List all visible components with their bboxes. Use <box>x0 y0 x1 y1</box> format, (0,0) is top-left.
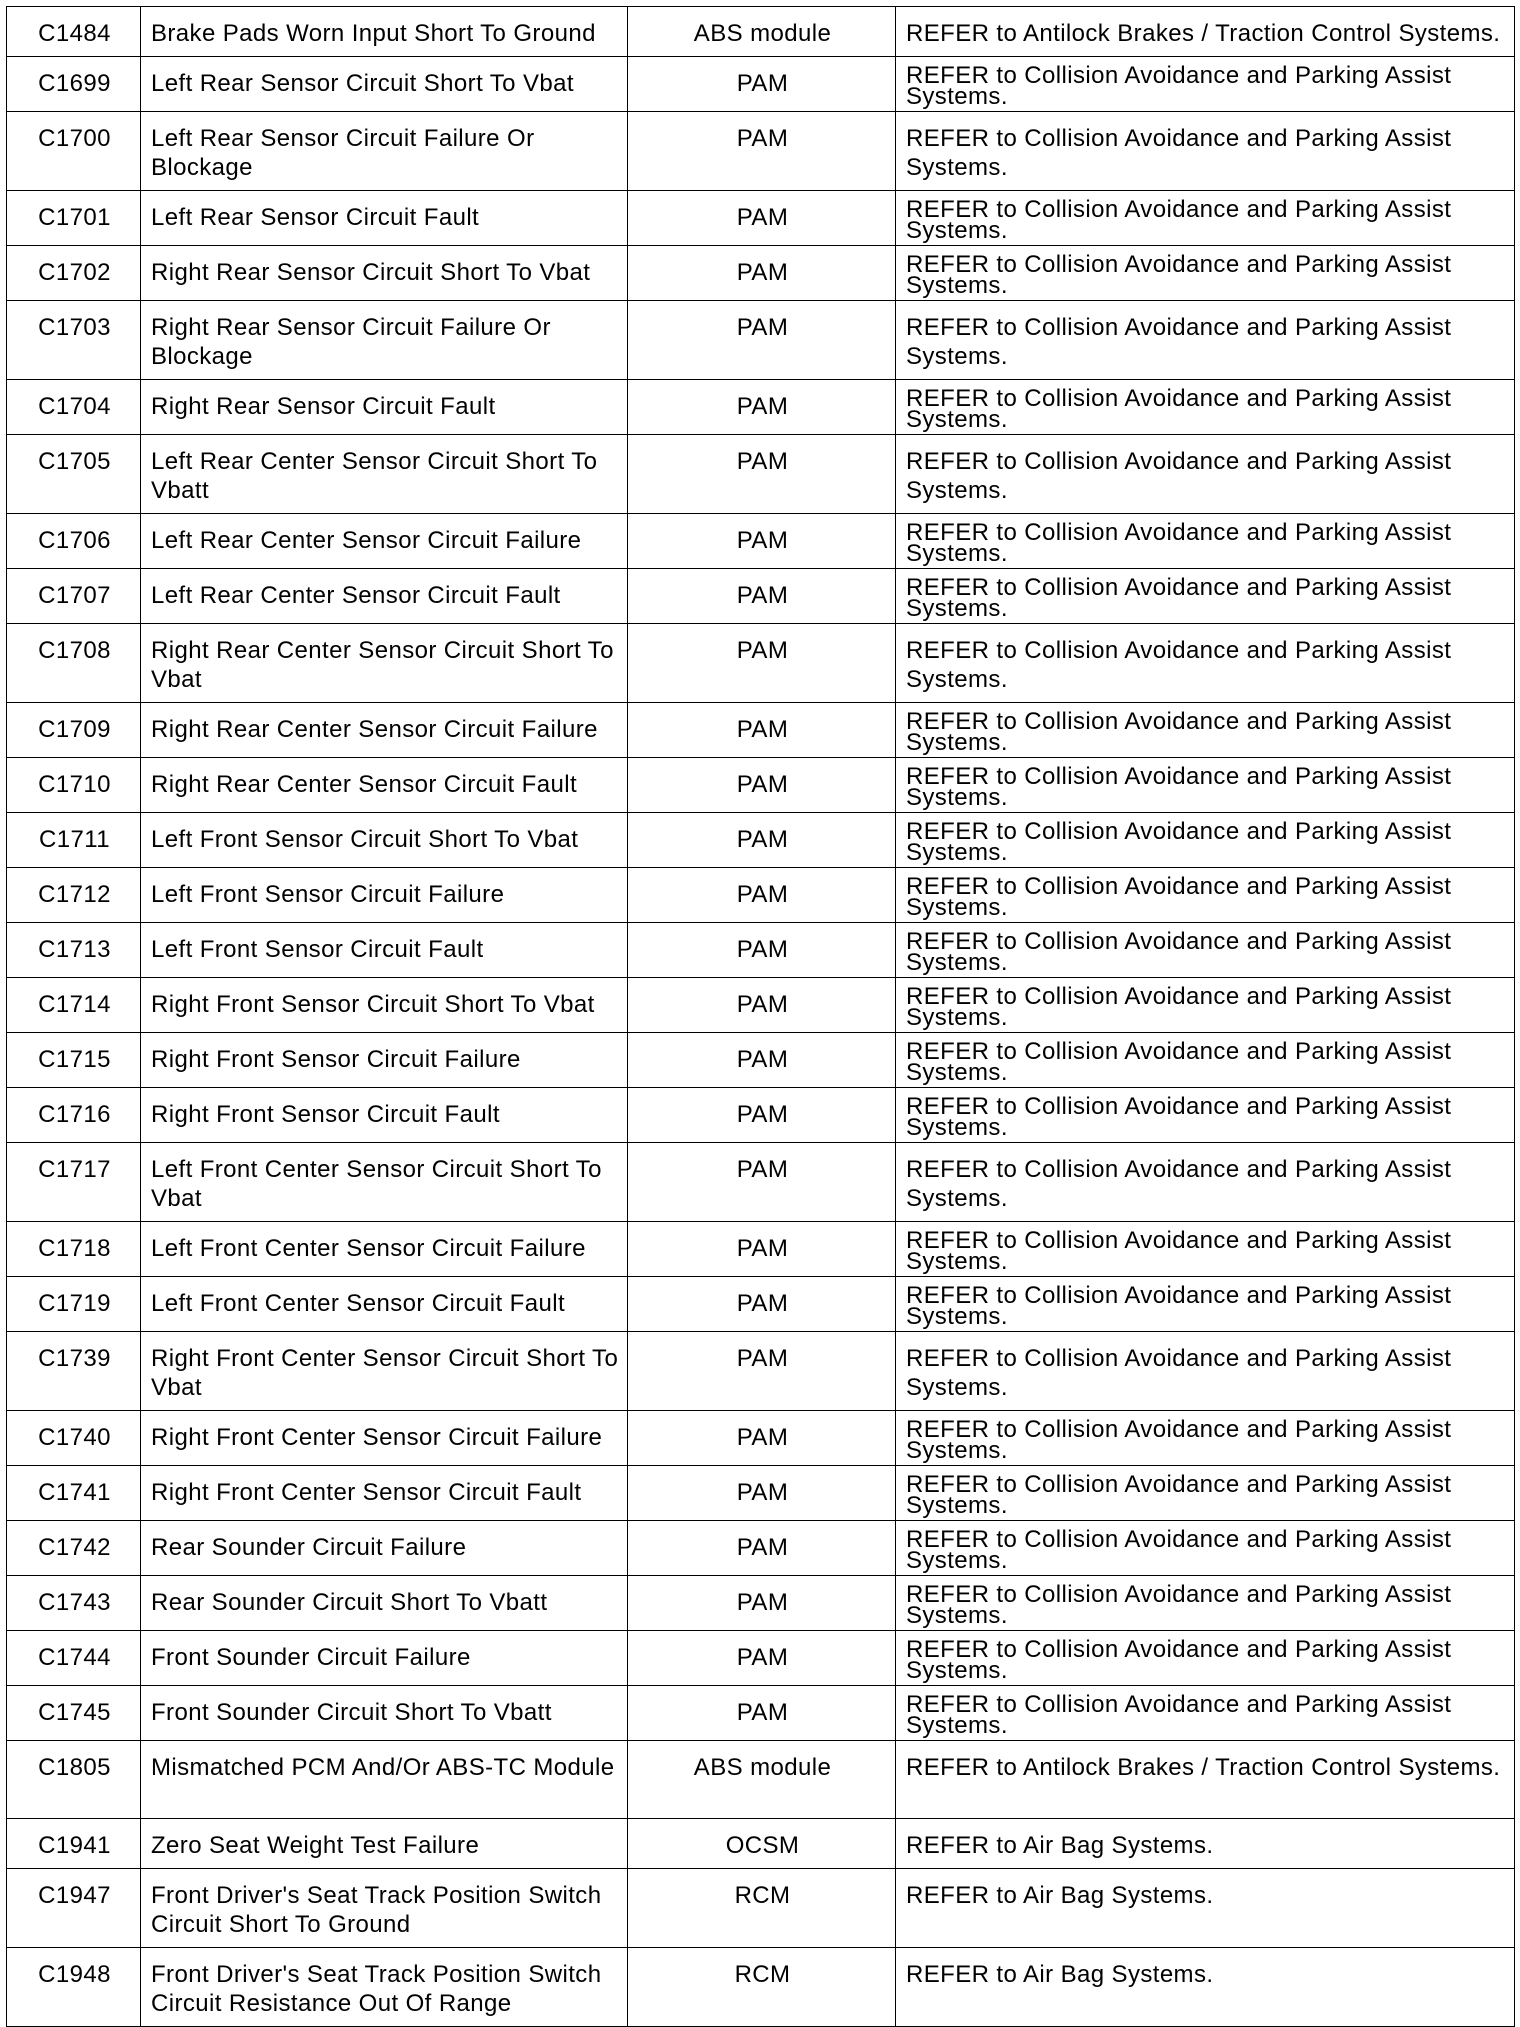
action-cell: REFER to Antilock Brakes / Traction Control Systems. <box>896 1741 1515 1819</box>
table-row <box>7 758 1515 813</box>
dtc-table-page <box>6 6 1514 2027</box>
module-cell: PAM <box>628 514 896 569</box>
description-cell: Left Front Center Sensor Circuit Failure <box>141 1222 628 1277</box>
table-row <box>7 57 1515 112</box>
action-cell: REFER to Collision Avoidance and Parking Assist Systems. <box>896 1088 1515 1143</box>
dtc-code-cell: C1741 <box>7 1466 141 1521</box>
module-cell: PAM <box>628 868 896 923</box>
module-cell: PAM <box>628 1088 896 1143</box>
action-cell: REFER to Collision Avoidance and Parking Assist Systems. <box>896 514 1515 569</box>
table-row <box>7 7 1515 57</box>
description-cell: Right Front Center Sensor Circuit Failure <box>141 1411 628 1466</box>
description-cell: Right Rear Center Sensor Circuit Failure <box>141 703 628 758</box>
module-cell: PAM <box>628 301 896 380</box>
module-cell: PAM <box>628 191 896 246</box>
module-cell: PAM <box>628 624 896 703</box>
action-cell: REFER to Collision Avoidance and Parking Assist Systems. <box>896 923 1515 978</box>
table-row <box>7 569 1515 624</box>
description-cell: Left Rear Sensor Circuit Short To Vbat <box>141 57 628 112</box>
dtc-code-cell: C1707 <box>7 569 141 624</box>
description-cell: Right Front Sensor Circuit Failure <box>141 1033 628 1088</box>
dtc-code-cell: C1705 <box>7 435 141 514</box>
dtc-code-cell: C1699 <box>7 57 141 112</box>
action-cell: REFER to Collision Avoidance and Parking Assist Systems. <box>896 813 1515 868</box>
action-cell: REFER to Collision Avoidance and Parking Assist Systems. <box>896 301 1515 380</box>
module-cell: PAM <box>628 703 896 758</box>
action-cell: REFER to Collision Avoidance and Parking Assist Systems. <box>896 624 1515 703</box>
description-cell: Mismatched PCM And/Or ABS-TC Module <box>141 1741 628 1819</box>
description-cell: Left Rear Center Sensor Circuit Fault <box>141 569 628 624</box>
table-row <box>7 1948 1515 2027</box>
description-cell: Front Sounder Circuit Failure <box>141 1631 628 1686</box>
module-cell: PAM <box>628 978 896 1033</box>
table-row <box>7 1411 1515 1466</box>
dtc-code-cell: C1711 <box>7 813 141 868</box>
action-cell: REFER to Air Bag Systems. <box>896 1869 1515 1948</box>
action-cell: REFER to Collision Avoidance and Parking Assist Systems. <box>896 978 1515 1033</box>
dtc-code-cell: C1703 <box>7 301 141 380</box>
module-cell: PAM <box>628 1277 896 1332</box>
action-cell: REFER to Antilock Brakes / Traction Control Systems. <box>896 7 1515 57</box>
module-cell: PAM <box>628 813 896 868</box>
module-cell: PAM <box>628 1576 896 1631</box>
module-cell: PAM <box>628 57 896 112</box>
description-cell: Right Rear Sensor Circuit Failure Or Blockage <box>141 301 628 380</box>
module-cell: PAM <box>628 1222 896 1277</box>
module-cell: PAM <box>628 1411 896 1466</box>
dtc-code-cell: C1713 <box>7 923 141 978</box>
table-row <box>7 813 1515 868</box>
dtc-code-cell: C1700 <box>7 112 141 191</box>
description-cell: Front Sounder Circuit Short To Vbatt <box>141 1686 628 1741</box>
table-row <box>7 1466 1515 1521</box>
table-row <box>7 1686 1515 1741</box>
module-cell: RCM <box>628 1948 896 2027</box>
table-row <box>7 1222 1515 1277</box>
action-cell: REFER to Collision Avoidance and Parking Assist Systems. <box>896 1576 1515 1631</box>
module-cell: RCM <box>628 1869 896 1948</box>
module-cell: PAM <box>628 112 896 191</box>
action-cell: REFER to Collision Avoidance and Parking Assist Systems. <box>896 112 1515 191</box>
dtc-code-cell: C1702 <box>7 246 141 301</box>
description-cell: Brake Pads Worn Input Short To Ground <box>141 7 628 57</box>
description-cell: Right Rear Center Sensor Circuit Short To Vbat <box>141 624 628 703</box>
module-cell: PAM <box>628 435 896 514</box>
dtc-table <box>6 6 1515 2027</box>
action-cell: REFER to Collision Avoidance and Parking Assist Systems. <box>896 1466 1515 1521</box>
description-cell: Left Rear Sensor Circuit Failure Or Blockage <box>141 112 628 191</box>
action-cell: REFER to Collision Avoidance and Parking Assist Systems. <box>896 1631 1515 1686</box>
description-cell: Left Rear Sensor Circuit Fault <box>141 191 628 246</box>
action-cell: REFER to Collision Avoidance and Parking Assist Systems. <box>896 758 1515 813</box>
table-row <box>7 112 1515 191</box>
table-row <box>7 514 1515 569</box>
module-cell: OCSM <box>628 1819 896 1869</box>
description-cell: Left Front Sensor Circuit Failure <box>141 868 628 923</box>
module-cell: PAM <box>628 1631 896 1686</box>
table-row <box>7 1631 1515 1686</box>
action-cell: REFER to Collision Avoidance and Parking Assist Systems. <box>896 1686 1515 1741</box>
action-cell: REFER to Collision Avoidance and Parking Assist Systems. <box>896 1222 1515 1277</box>
dtc-code-cell: C1947 <box>7 1869 141 1948</box>
module-cell: PAM <box>628 569 896 624</box>
action-cell: REFER to Collision Avoidance and Parking Assist Systems. <box>896 703 1515 758</box>
action-cell: REFER to Collision Avoidance and Parking Assist Systems. <box>896 57 1515 112</box>
table-row <box>7 246 1515 301</box>
module-cell: PAM <box>628 923 896 978</box>
description-cell: Right Rear Center Sensor Circuit Fault <box>141 758 628 813</box>
action-cell: REFER to Collision Avoidance and Parking Assist Systems. <box>896 435 1515 514</box>
action-cell: REFER to Collision Avoidance and Parking Assist Systems. <box>896 1143 1515 1222</box>
module-cell: PAM <box>628 1466 896 1521</box>
dtc-code-cell: C1744 <box>7 1631 141 1686</box>
dtc-code-cell: C1805 <box>7 1741 141 1819</box>
description-cell: Left Front Sensor Circuit Short To Vbat <box>141 813 628 868</box>
table-row <box>7 624 1515 703</box>
dtc-code-cell: C1484 <box>7 7 141 57</box>
table-row <box>7 1521 1515 1576</box>
dtc-code-cell: C1742 <box>7 1521 141 1576</box>
action-cell: REFER to Collision Avoidance and Parking Assist Systems. <box>896 1033 1515 1088</box>
action-cell: REFER to Collision Avoidance and Parking Assist Systems. <box>896 1411 1515 1466</box>
dtc-code-cell: C1719 <box>7 1277 141 1332</box>
description-cell: Right Front Center Sensor Circuit Fault <box>141 1466 628 1521</box>
table-row <box>7 1033 1515 1088</box>
dtc-code-cell: C1941 <box>7 1819 141 1869</box>
dtc-code-cell: C1948 <box>7 1948 141 2027</box>
module-cell: PAM <box>628 1686 896 1741</box>
table-row <box>7 435 1515 514</box>
dtc-code-cell: C1712 <box>7 868 141 923</box>
table-row <box>7 1869 1515 1948</box>
module-cell: ABS module <box>628 7 896 57</box>
table-row <box>7 1332 1515 1411</box>
action-cell: REFER to Air Bag Systems. <box>896 1948 1515 2027</box>
description-cell: Right Rear Sensor Circuit Short To Vbat <box>141 246 628 301</box>
module-cell: PAM <box>628 246 896 301</box>
module-cell: PAM <box>628 1033 896 1088</box>
module-cell: PAM <box>628 1143 896 1222</box>
action-cell: REFER to Collision Avoidance and Parking Assist Systems. <box>896 1521 1515 1576</box>
table-row <box>7 1143 1515 1222</box>
action-cell: REFER to Collision Avoidance and Parking Assist Systems. <box>896 191 1515 246</box>
description-cell: Zero Seat Weight Test Failure <box>141 1819 628 1869</box>
table-row <box>7 1576 1515 1631</box>
action-cell: REFER to Collision Avoidance and Parking Assist Systems. <box>896 1277 1515 1332</box>
table-row <box>7 1819 1515 1869</box>
description-cell: Rear Sounder Circuit Failure <box>141 1521 628 1576</box>
description-cell: Right Front Center Sensor Circuit Short To Vbat <box>141 1332 628 1411</box>
description-cell: Right Rear Sensor Circuit Fault <box>141 380 628 435</box>
description-cell: Right Front Sensor Circuit Short To Vbat <box>141 978 628 1033</box>
dtc-code-cell: C1708 <box>7 624 141 703</box>
table-row <box>7 1741 1515 1819</box>
dtc-code-cell: C1739 <box>7 1332 141 1411</box>
module-cell: ABS module <box>628 1741 896 1819</box>
table-row <box>7 301 1515 380</box>
dtc-code-cell: C1710 <box>7 758 141 813</box>
action-cell: REFER to Collision Avoidance and Parking Assist Systems. <box>896 380 1515 435</box>
module-cell: PAM <box>628 1332 896 1411</box>
action-cell: REFER to Collision Avoidance and Parking Assist Systems. <box>896 1332 1515 1411</box>
module-cell: PAM <box>628 1521 896 1576</box>
description-cell: Left Front Center Sensor Circuit Short To Vbat <box>141 1143 628 1222</box>
description-cell: Left Rear Center Sensor Circuit Short To Vbatt <box>141 435 628 514</box>
description-cell: Left Front Sensor Circuit Fault <box>141 923 628 978</box>
table-row <box>7 1088 1515 1143</box>
description-cell: Rear Sounder Circuit Short To Vbatt <box>141 1576 628 1631</box>
dtc-code-cell: C1718 <box>7 1222 141 1277</box>
table-row <box>7 1277 1515 1332</box>
dtc-code-cell: C1743 <box>7 1576 141 1631</box>
action-cell: REFER to Air Bag Systems. <box>896 1819 1515 1869</box>
dtc-code-cell: C1717 <box>7 1143 141 1222</box>
module-cell: PAM <box>628 758 896 813</box>
dtc-code-cell: C1714 <box>7 978 141 1033</box>
dtc-code-cell: C1715 <box>7 1033 141 1088</box>
description-cell: Left Front Center Sensor Circuit Fault <box>141 1277 628 1332</box>
table-row <box>7 703 1515 758</box>
description-cell: Front Driver's Seat Track Position Switch Circuit Resistance Out Of Range <box>141 1948 628 2027</box>
dtc-code-cell: C1706 <box>7 514 141 569</box>
description-cell: Left Rear Center Sensor Circuit Failure <box>141 514 628 569</box>
action-cell: REFER to Collision Avoidance and Parking Assist Systems. <box>896 569 1515 624</box>
dtc-code-cell: C1716 <box>7 1088 141 1143</box>
table-row <box>7 380 1515 435</box>
dtc-code-cell: C1709 <box>7 703 141 758</box>
description-cell: Right Front Sensor Circuit Fault <box>141 1088 628 1143</box>
dtc-code-cell: C1740 <box>7 1411 141 1466</box>
dtc-code-cell: C1704 <box>7 380 141 435</box>
table-row <box>7 191 1515 246</box>
table-row <box>7 978 1515 1033</box>
module-cell: PAM <box>628 380 896 435</box>
description-cell: Front Driver's Seat Track Position Switch Circuit Short To Ground <box>141 1869 628 1948</box>
action-cell: REFER to Collision Avoidance and Parking Assist Systems. <box>896 868 1515 923</box>
dtc-code-cell: C1701 <box>7 191 141 246</box>
action-cell: REFER to Collision Avoidance and Parking Assist Systems. <box>896 246 1515 301</box>
table-row <box>7 923 1515 978</box>
table-row <box>7 868 1515 923</box>
dtc-code-cell: C1745 <box>7 1686 141 1741</box>
